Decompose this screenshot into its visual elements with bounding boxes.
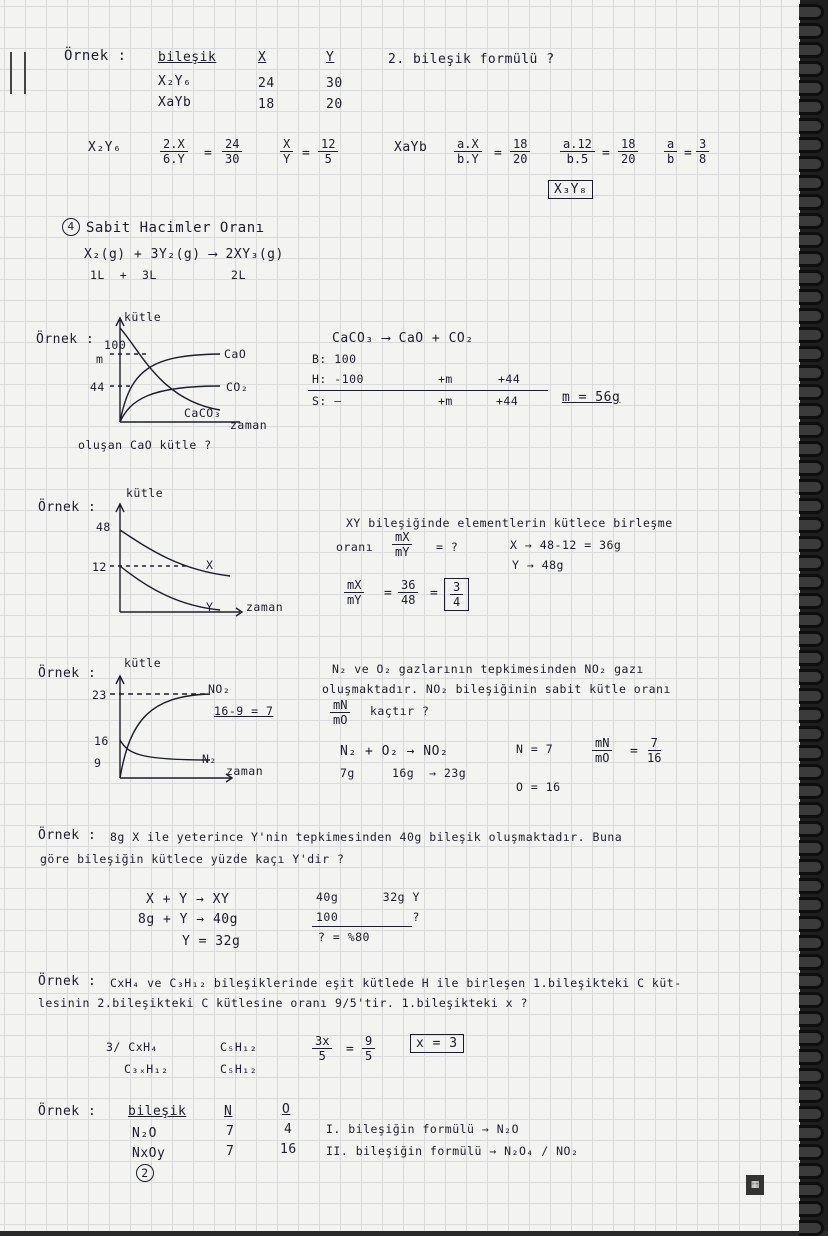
mass-row: 7g 16g → 23g (340, 766, 467, 780)
volume-row: 1L + 3L 2L (90, 268, 246, 282)
fraction: $\frac{9}{5}$ (362, 1034, 375, 1063)
spiral-coil (799, 935, 824, 951)
spiral-coil (799, 308, 824, 324)
y-tick: 23 (92, 688, 107, 702)
equation: CaCO₃ ⟶ CaO + CO₂ (332, 331, 474, 346)
question-text: XY bileşiğinde elementlerin kütlece birleşme (346, 516, 673, 530)
boxed-answer: x = 3 (410, 1034, 464, 1053)
curve-label: CaCO₃ (184, 406, 222, 420)
y-axis-label: kütle (126, 486, 164, 500)
spiral-coil (799, 80, 824, 96)
spiral-coil (799, 156, 824, 172)
x-axis-label: zaman (230, 418, 268, 432)
work-line: X → 48-12 = 36g (510, 538, 622, 552)
spiral-coil (799, 1087, 824, 1103)
fraction: $\frac{a}{b}$ (664, 137, 677, 166)
spiral-coil (799, 897, 824, 913)
spiral-coil (799, 384, 824, 400)
question-text: oranı (336, 540, 374, 554)
compound-label: X₂Y₆ (88, 140, 122, 155)
spiral-coil (799, 593, 824, 609)
spiral-coil (799, 270, 824, 286)
table-row: B: 100 (312, 352, 357, 366)
table-head-o: O (282, 1102, 291, 1117)
divider (308, 390, 548, 391)
table-head-x: X (258, 50, 267, 65)
example-label: Örnek : (38, 1104, 97, 1119)
spiral-coil (799, 707, 824, 723)
equation: Y = 32g (182, 934, 241, 949)
example-label: Örnek : (64, 48, 127, 64)
result-line: II. bileşiğin formülü → N₂O₄ / NO₂ (326, 1144, 579, 1158)
y-tick: 44 (90, 380, 105, 394)
y-tick: 12 (92, 560, 107, 574)
spiral-coil (799, 954, 824, 970)
curve-label: CaO (224, 347, 247, 361)
y-axis-label: kütle (124, 310, 162, 324)
spiral-coil (799, 1163, 824, 1179)
spiral-coil (799, 498, 824, 514)
spiral-coil (799, 42, 824, 58)
boxed-answer: $\frac{3}{4}$ (444, 578, 469, 611)
spiral-coil (799, 479, 824, 495)
section-number: 4 (62, 218, 80, 236)
fraction: $\frac{a.12}{b.5}$ (560, 137, 595, 166)
spiral-coil (799, 574, 824, 590)
y-tick: 16 (94, 734, 109, 748)
table-cell: 7 (226, 1144, 235, 1159)
spiral-coil (799, 1106, 824, 1122)
fraction: $\frac{mX}{mY}$ (392, 530, 412, 559)
spiral-coil (799, 346, 824, 362)
fraction: $\frac{mN}{mO}$ (592, 736, 612, 765)
spiral-coil (799, 175, 824, 191)
spiral-coil (799, 992, 824, 1008)
curve-label: X (206, 558, 214, 572)
spiral-coil (799, 555, 824, 571)
table-cell: 18 (258, 97, 275, 112)
spiral-coil (799, 669, 824, 685)
annotation: 16-9 = 7 (214, 704, 274, 718)
example-label: Örnek : (38, 974, 97, 989)
spiral-coil (799, 650, 824, 666)
table-head-compound: bileşik (158, 50, 217, 65)
question-text: göre bileşiğin kütlece yüzde kaçı Y'dir ? (40, 852, 345, 866)
example-label: Örnek : (38, 828, 97, 843)
equals-sign: = (494, 146, 503, 161)
fraction: $\frac{3x}{5}$ (312, 1034, 332, 1063)
circled-number: 2 (136, 1164, 154, 1182)
spiral-coil (799, 61, 824, 77)
y-axis-label: kütle (124, 656, 162, 670)
question-text: oluşan CaO kütle ? (78, 438, 212, 452)
curve-y (120, 566, 220, 610)
divider (312, 926, 412, 927)
section-title: Sabit Hacimler Oranı (86, 220, 265, 236)
table-row: S: — (312, 394, 342, 408)
proportion-row: 100 ? (316, 910, 420, 924)
answer: ? = %80 (318, 930, 370, 944)
fraction: $\frac{3}{8}$ (696, 137, 709, 166)
spiral-coil (799, 802, 824, 818)
spiral-coil (799, 859, 824, 875)
table-cell: 7 (226, 1124, 235, 1139)
ratio-o: O = 16 (516, 780, 561, 794)
curve-label: CO₂ (226, 380, 249, 394)
table-head-compound: bileşik (128, 1104, 187, 1119)
curve-caco3 (120, 328, 220, 410)
spiral-coil (799, 1125, 824, 1141)
curve-label: NO₂ (208, 682, 231, 696)
spiral-coil (799, 118, 824, 134)
spiral-coil (799, 517, 824, 533)
table-row: H: -100 (312, 372, 364, 386)
spiral-coil (799, 1049, 824, 1065)
table-cell: X₂Y₆ (158, 74, 192, 89)
fraction: $\frac{2.X}{6.Y}$ (160, 137, 188, 166)
table-cell: NxOy (132, 1146, 166, 1161)
curve-no2 (120, 694, 210, 778)
curve-n2 (120, 740, 210, 760)
spiral-coil (799, 1220, 824, 1236)
mass-time-graph (70, 480, 300, 620)
table-cell: +44 (498, 372, 521, 386)
x-axis-label: zaman (226, 764, 264, 778)
boxed-answer: X₃Y₈ (548, 180, 593, 199)
compound-label: XaYb (394, 140, 428, 155)
example-label: Örnek : (36, 332, 95, 347)
spiral-coil (799, 1182, 824, 1198)
equals-sign: = (430, 586, 439, 601)
spiral-coil (799, 422, 824, 438)
fraction: $\frac{18}{20}$ (510, 137, 530, 166)
equals-sign: = (346, 1042, 355, 1057)
spiral-coil (799, 441, 824, 457)
formula: 3/ CxH₄ (106, 1040, 158, 1054)
table-cell: +m (438, 394, 453, 408)
equation: N₂ + O₂ → NO₂ (340, 744, 449, 759)
spiral-coil (799, 1144, 824, 1160)
spiral-coil (799, 764, 824, 780)
example-label: Örnek : (38, 500, 97, 515)
table-cell: 20 (326, 97, 343, 112)
curve-label: Y (206, 600, 214, 614)
example-label: Örnek : (38, 666, 97, 681)
equals-sign: = (384, 586, 393, 601)
equals-sign: = (204, 146, 213, 161)
table-cell: +44 (496, 394, 519, 408)
curve-x (120, 530, 230, 576)
spiral-coil (799, 745, 824, 761)
answer: m = 56g (562, 390, 621, 405)
question-text: 8g X ile yeterince Y'nin tepkimesinden 40g bileşik oluşmaktadır. Buna (110, 830, 623, 844)
formula: C₅H₁₂ (220, 1040, 258, 1054)
fraction: $\frac{24}{30}$ (222, 137, 242, 166)
question-text: kaçtır ? (370, 704, 430, 718)
spiral-coil (799, 821, 824, 837)
spiral-coil (799, 612, 824, 628)
equals-sign: = (302, 146, 311, 161)
x-axis-label: zaman (246, 600, 284, 614)
fraction: $\frac{18}{20}$ (618, 137, 638, 166)
spiral-coil (799, 973, 824, 989)
table-cell: N₂O (132, 1126, 157, 1141)
ratio-n: N = 7 (516, 742, 554, 756)
fraction: $\frac{12}{5}$ (318, 137, 338, 166)
spiral-coil (799, 840, 824, 856)
fraction: $\frac{7}{16}$ (647, 736, 662, 765)
curve-label: N₂ (202, 752, 217, 766)
work-line: Y → 48g (512, 558, 564, 572)
spiral-binding (800, 0, 828, 1231)
margin-mark (10, 52, 26, 94)
spiral-coil (799, 327, 824, 343)
spiral-coil (799, 194, 824, 210)
question-text: CxH₄ ve C₃H₁₂ bileşiklerinde eşit kütlede H ile birleşen 1.bileşikteki C küt- (110, 976, 682, 990)
spiral-coil (799, 916, 824, 932)
equals-sign: = (684, 146, 693, 161)
equation: X + Y → XY (146, 892, 230, 907)
spiral-coil (799, 1030, 824, 1046)
table-cell: 4 (284, 1122, 293, 1137)
y-tick: 48 (96, 520, 111, 534)
corner-logo: ▦ (746, 1175, 764, 1195)
fraction: $\frac{mX}{mY}$ (344, 578, 364, 607)
fraction: $\frac{36}{48}$ (398, 578, 418, 607)
spiral-coil (799, 251, 824, 267)
spiral-coil (799, 878, 824, 894)
fraction: $\frac{mN}{mO}$ (330, 698, 350, 727)
spiral-coil (799, 726, 824, 742)
fraction: $\frac{X}{Y}$ (280, 137, 293, 166)
y-tick: 9 (94, 756, 102, 770)
table-cell: XaYb (158, 95, 192, 110)
spiral-coil (799, 631, 824, 647)
table-head-y: Y (326, 50, 335, 65)
y-tick: m (96, 352, 104, 366)
spiral-coil (799, 1068, 824, 1084)
question-text: 2. bileşik formülü ? (388, 52, 555, 67)
table-cell: 16 (280, 1142, 297, 1157)
spiral-coil (799, 137, 824, 153)
spiral-coil (799, 688, 824, 704)
equation: X₂(g) + 3Y₂(g) ⟶ 2XY₃(g) (84, 247, 284, 262)
spiral-coil (799, 232, 824, 248)
table-head-n: N (224, 1104, 233, 1119)
mass-time-graph (70, 650, 300, 790)
spiral-coil (799, 460, 824, 476)
spiral-coil (799, 783, 824, 799)
table-cell: 30 (326, 76, 343, 91)
spiral-coil (799, 536, 824, 552)
proportion-row: 40g 32g Y (316, 890, 420, 904)
question-text: N₂ ve O₂ gazlarının tepkimesinden NO₂ gazı (332, 662, 644, 676)
spiral-coil (799, 99, 824, 115)
table-cell: 24 (258, 76, 275, 91)
question-text: lesinin 2.bileşikteki C kütlesine oranı 9/5'tir. 1.bileşikteki x ? (38, 996, 528, 1010)
spiral-coil (799, 403, 824, 419)
spiral-coil (799, 289, 824, 305)
equals-sign: = (602, 146, 611, 161)
spiral-coil (799, 1201, 824, 1217)
fraction: $\frac{a.X}{b.Y}$ (454, 137, 482, 166)
question-mark: = ? (436, 540, 459, 554)
formula: C₅H₁₂ (220, 1062, 258, 1076)
equals-sign: = (630, 744, 639, 759)
spiral-coil (799, 1011, 824, 1027)
result-line: I. bileşiğin formülü → N₂O (326, 1122, 520, 1136)
equation: 8g + Y → 40g (138, 912, 238, 927)
question-text: oluşmaktadır. NO₂ bileşiğinin sabit kütle oranı (322, 682, 671, 696)
spiral-coil (799, 213, 824, 229)
formula: C₃ₓH₁₂ (124, 1062, 169, 1076)
table-cell: +m (438, 372, 453, 386)
spiral-coil (799, 23, 824, 39)
spiral-coil (799, 365, 824, 381)
spiral-coil (799, 4, 824, 20)
y-tick: 100 (104, 338, 127, 352)
